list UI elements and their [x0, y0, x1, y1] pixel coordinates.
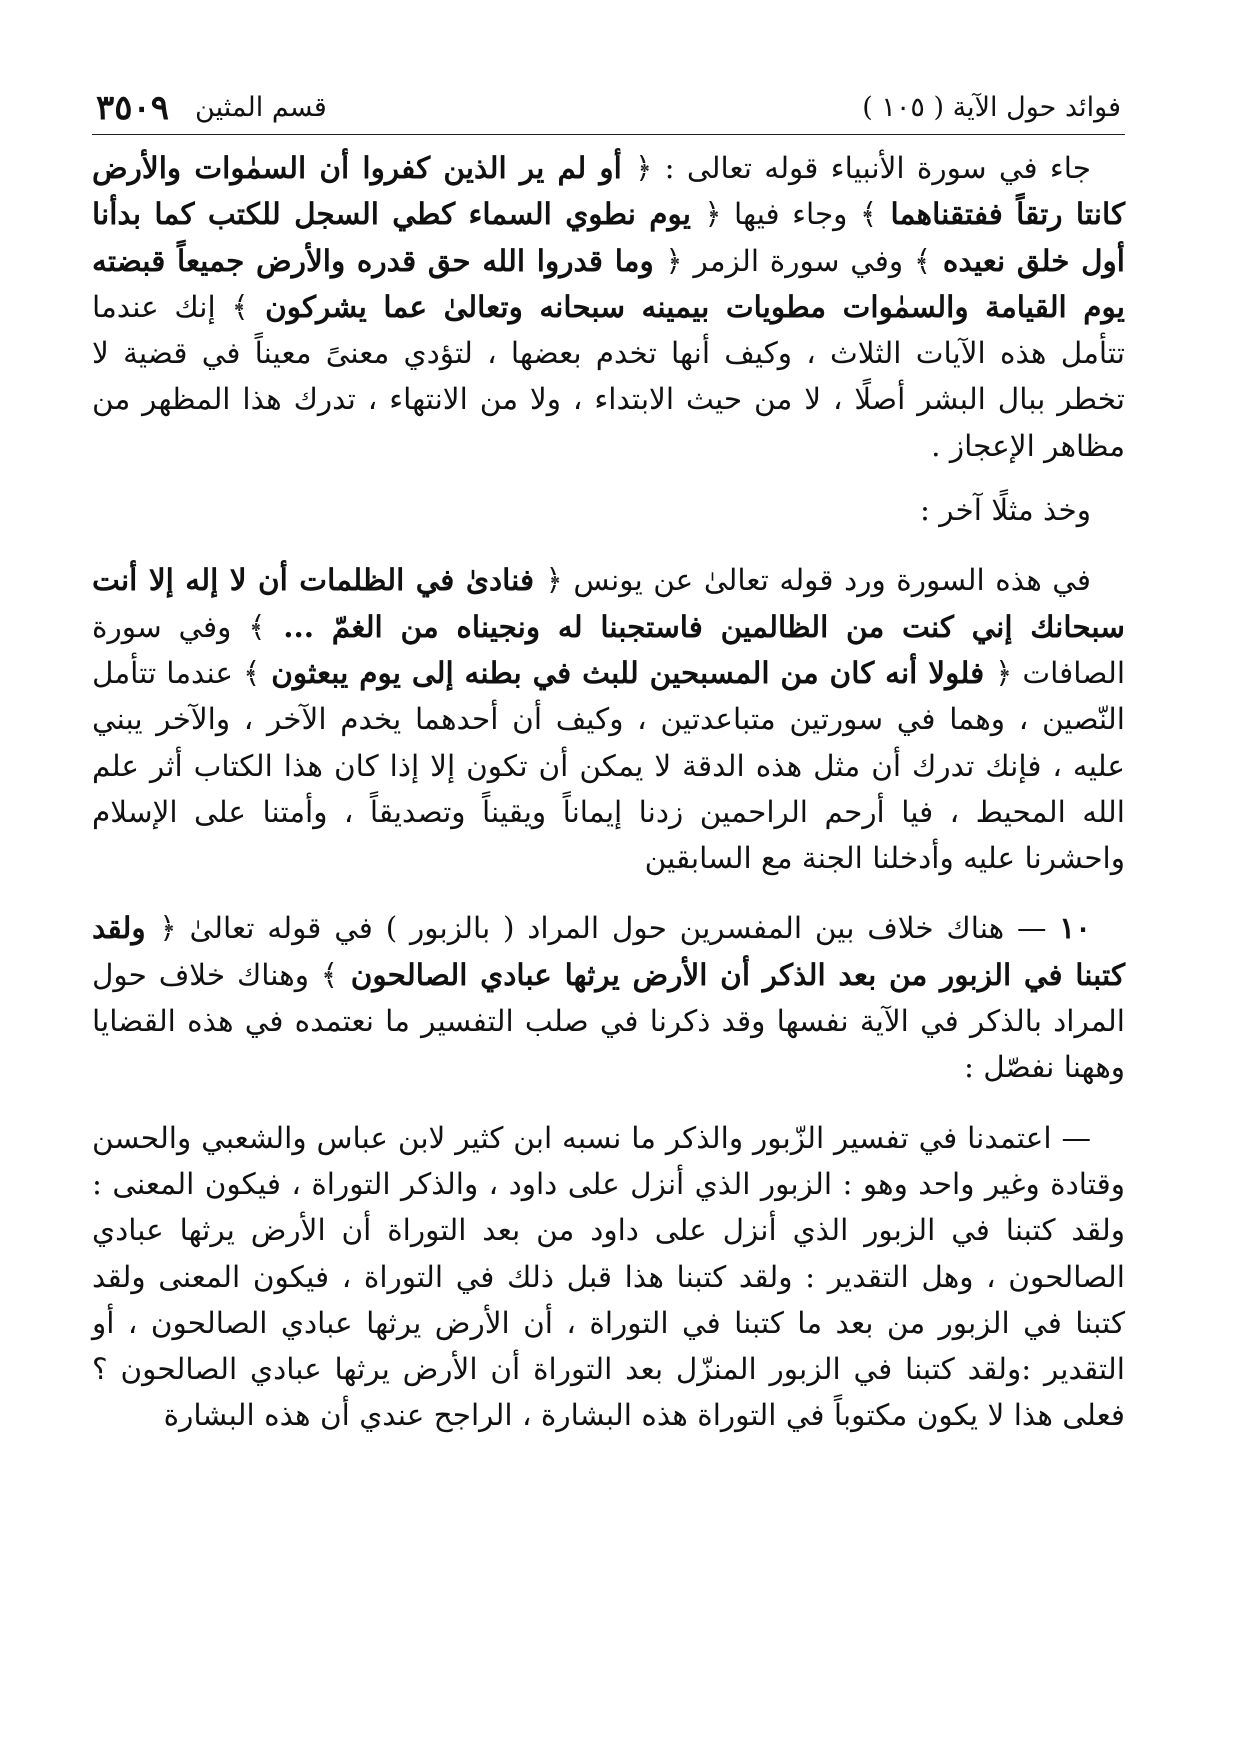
quran-bracket-open: ﴿ [635, 151, 653, 185]
text-run: جاء في سورة الأنبياء قوله تعالى : [652, 151, 1091, 185]
quran-verse: يوم نطوي السماء كطي السجل للكتب كما بدأنا أول خلق نعيده [92, 196, 1125, 278]
text-run: وهناك خلاف حول المراد بالذكر في الآية نفسها وقد ذكرنا في صلب التفسير ما نعتمده في هذه القضايا وههنا نفصّل : [92, 957, 1125, 1085]
text-run: وفي سورة الصافات [92, 609, 1126, 690]
quran-bracket-close: ﴾ [859, 197, 878, 232]
paragraph-another-example: وخذ مثلًا آخر : [919, 493, 1091, 528]
quran-bracket-close: ﴾ [248, 609, 266, 644]
header-left-group [96, 88, 327, 128]
quran-bracket-open: ﴿ [995, 655, 1013, 690]
point-number: ١٠ [1059, 910, 1091, 946]
text-run: إنك عندما تتأمل هذه الآيات الثلاث ، وكيف أنها تخدم بعضها ، لتؤدي معنىً معيناً في قضية لا تخطر ببال البشر أصلًا ، لا من حيث الابتداء ، ولا من الانتهاء ، تدرك هذا المظهر من مظاهر الإعجاز . [92, 289, 1125, 463]
quran-bracket-open: ﴿ [665, 243, 683, 278]
quran-bracket-close: ﴾ [320, 957, 339, 992]
quran-bracket-close: ﴾ [243, 655, 261, 690]
quran-bracket-open: ﴿ [704, 197, 722, 232]
quran-verse: فلولا أنه كان من المسبحين للبث في بطنه إلى يوم يبعثون [271, 654, 985, 690]
paragraph-anbiya-verses [92, 145, 1125, 469]
quran-verse: فنادىٰ في الظلمات أن لا إله إلا أنت سبحانك إني كنت من الظالمين فاستجبنا له ونجيناه من الغمّ ... [92, 562, 1125, 644]
paragraph-zabur-explanation: — اعتمدنا في تفسير الزّبور والذكر ما نسبه ابن كثير لابن عباس والشعبي والحسن وقتادة وغير واحد وهو : الزبور الذي أنزل على داود ، والذكر التوراة ، فيكون المعنى : ولقد كتبنا في الزبور الذي أنزل على داود من بعد التوراة أن الأرض يرثها عبادي الصالحون ، وهل التقدير : ولقد كتبنا هذا قبل ذلك في التوراة ، فيكون المعنى ولقد كتبنا في الزبور من بعد ما كتبنا في التوراة ، أن الأرض يرثها عبادي الصالحون ، أو التقدير :ولقد كتبنا في الزبور المنزّل بعد التوراة أن الأرض يرثها عبادي الصالحون ؟ فعلى هذا لا يكون مكتوباً في التوراة هذه البشارة ، الراجح عندي أن هذه البشارة [92, 1120, 1125, 1433]
chapter-title: فوائد حول الآية ( ١٠٥ ) [862, 92, 1121, 123]
quran-bracket-close: ﴾ [913, 243, 932, 278]
quran-bracket-close: ﴾ [231, 289, 249, 324]
running-header [92, 88, 1125, 134]
paragraph-point-10 [92, 905, 1125, 1090]
quran-verse: ولقد كتبنا في الزبور من بعد الذكر أن الأرض يرثها عبادي الصالحون [92, 910, 1125, 992]
quran-bracket-open: ﴿ [545, 563, 563, 598]
text-run: في هذه السورة ورد قوله تعالىٰ عن يونس [562, 563, 1091, 598]
section-name: قسم المثين [195, 92, 327, 123]
text-run: عندما تتأمل النّصين ، وهما في سورتين متباعدتين ، وكيف أن أحدهما يخدم الآخر ، والآخر يبني عليه ، فإنك تدرك أن مثل هذه الدقة لا يمكن أن تكون إلا إذا كان هذا الكتاب أثر علم الله المحيط ، فيا أرحم الراحمين زدنا إيماناً ويقيناً وتصديقاً ، وأمتنا على الإسلام واحشرنا عليه وأدخلنا الجنة مع السابقين [92, 655, 1125, 876]
quran-verse: أو لم ير الذين كفروا أن السمٰوات والأرض كانتا رتقاً ففتقناهما [92, 150, 1126, 232]
body-text [92, 145, 1125, 1439]
paragraph-yunus-verses [92, 557, 1125, 881]
page-number: ٣٥٠٩ [96, 88, 170, 128]
text-run: وجاء فيها [721, 197, 860, 232]
text-run: — هناك خلاف بين المفسرين حول المراد ( بالزبور ) في قوله تعالىٰ [176, 911, 1060, 946]
text-run: وفي سورة الزمر [682, 243, 914, 278]
quran-bracket-open: ﴿ [159, 911, 177, 946]
quran-verse: وما قدروا الله حق قدره والأرض جميعاً قبضته يوم القيامة والسمٰوات مطويات بيمينه سبحانه وتعالىٰ عما يشركون [92, 242, 1125, 324]
header-rule [92, 134, 1125, 135]
